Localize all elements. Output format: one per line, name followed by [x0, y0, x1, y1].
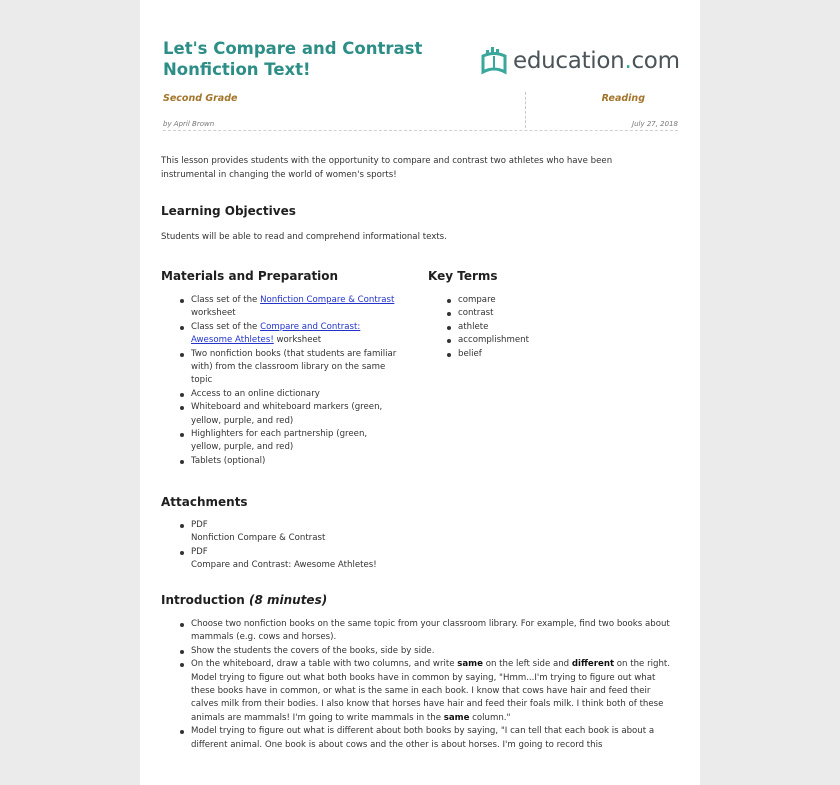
list-item: Two nonfiction books (that students are familiar with) from the classroom library on the same topic — [163, 348, 399, 388]
list-item: Model trying to figure out what is different about both books by saying, "I can tell that each book is about a different animal. One book is about cows and the other is about horses. I'm going to record this — [163, 725, 680, 752]
introduction-heading: Introduction (8 minutes) — [161, 593, 328, 607]
awesome-athletes-link[interactable]: Compare and Contrast: Awesome Athletes! — [191, 321, 361, 346]
date-label: July 27, 2018 — [632, 120, 678, 128]
nonfiction-compare-contrast-link[interactable]: Nonfiction Compare & Contrast — [260, 295, 395, 305]
materials-heading: Materials and Preparation — [161, 269, 339, 283]
list-item: Class set of the Nonfiction Compare & Contrast worksheet — [163, 294, 399, 321]
header-rule — [163, 130, 678, 131]
list-item: belief — [430, 348, 670, 361]
list-item: Tablets (optional) — [163, 455, 399, 468]
attachment-type: PDF — [163, 519, 563, 532]
key-terms-list — [430, 294, 670, 361]
attachment-link[interactable]: Compare and Contrast: Awesome Athletes! — [191, 560, 377, 571]
grade-label: Second Grade — [163, 93, 238, 104]
author-label: by April Brown — [163, 120, 215, 128]
book-icon — [477, 44, 511, 78]
introduction-steps — [163, 618, 680, 752]
list-item: compare — [430, 294, 670, 307]
list-item: Access to an online dictionary — [163, 388, 399, 401]
page-title — [163, 38, 443, 80]
list-item: Highlighters for each partnership (green, yellow, purple, and red) — [163, 428, 399, 455]
introduction-duration: (8 minutes) — [248, 593, 328, 607]
list-item: Whiteboard and whiteboard markers (green, yellow, purple, and red) — [163, 401, 399, 428]
key-terms-heading: Key Terms — [428, 269, 498, 283]
list-item: accomplishment — [430, 334, 670, 347]
materials-list — [163, 294, 399, 468]
title-line-2: Nonfiction Text! — [163, 60, 311, 79]
list-item: Choose two nonfiction books on the same topic from your classroom library. For example, find two books about mammals (e.g. cows and horses). — [163, 618, 680, 645]
attachment-type: PDF — [163, 546, 563, 559]
learning-objectives-heading: Learning Objectives — [161, 204, 296, 218]
attachments-heading: Attachments — [161, 495, 248, 509]
title-line-1: Let's Compare and Contrast — [163, 39, 423, 58]
logo-text: education.com — [513, 48, 680, 74]
lesson-summary: This lesson provides students with the opportunity to compare and contrast two athletes who have been instrumental in changing the world of women's sports! — [161, 156, 613, 180]
header-divider — [525, 92, 526, 128]
education-com-logo[interactable] — [477, 43, 682, 79]
attachment-link[interactable]: Nonfiction Compare & Contrast — [191, 533, 326, 544]
attachments-list — [163, 519, 563, 573]
list-item: Class set of the Compare and Contrast: Awesome Athletes! worksheet — [163, 321, 399, 348]
learning-objectives-text: Students will be able to read and comprehend informational texts. — [161, 232, 447, 242]
list-item: contrast — [430, 307, 670, 320]
list-item: On the whiteboard, draw a table with two columns, and write same on the left side and different on the right. Model trying to figure out what both books have in common by saying, "Hmm...I'm trying to figure out what these books have in common, or what is the same in each book. I know that cows have hair and feed their calves milk from their bodies. I also know that horses have hair and feed their foals milk. I think both of these animals are mammals! I'm going to write mammals in the same column." — [163, 658, 680, 725]
subject-label: Reading — [601, 93, 645, 104]
list-item: athlete — [430, 321, 670, 334]
list-item: Show the students the covers of the books, side by side. — [163, 645, 680, 658]
document-page — [140, 0, 700, 785]
